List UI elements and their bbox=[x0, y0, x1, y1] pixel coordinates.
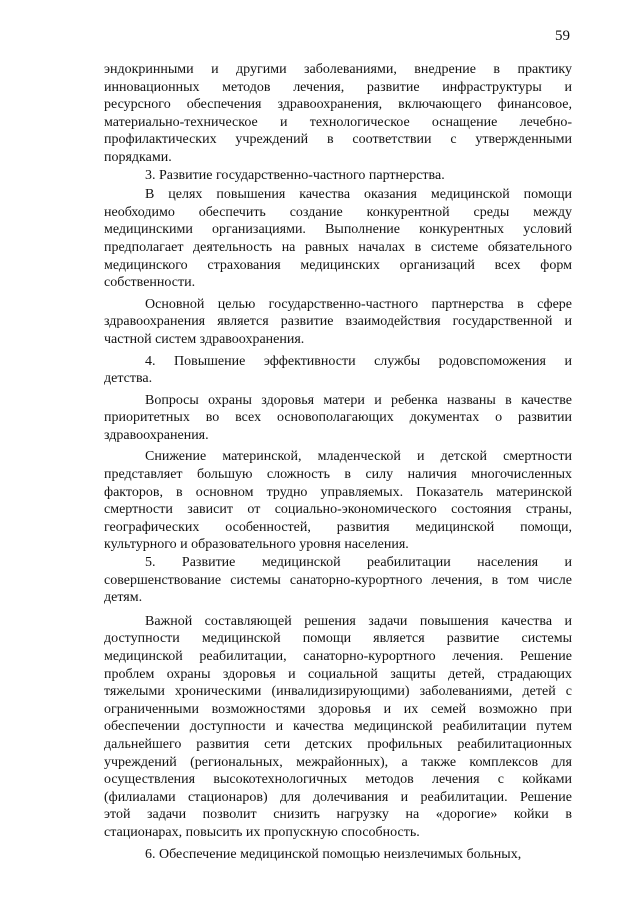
text-line: учреждений (региональных, межрайонных), а также комплексов для bbox=[104, 754, 572, 770]
text-line: 5. Развитие медицинской реабилитации населения и bbox=[145, 555, 572, 571]
text-line: 3. Развитие государственно-частного партнерства. bbox=[145, 167, 445, 183]
text-line: необходимо обеспечить создание конкурентной среды между bbox=[104, 204, 572, 220]
text-line: проблем охраны здоровья и социальной защиты детей, страдающих bbox=[104, 666, 572, 682]
text-line: материально-техническое и технологическое оснащение лечебно- bbox=[104, 114, 572, 130]
paragraph bbox=[104, 186, 572, 292]
text-line: осуществления высокотехнологичных методов лечения с койками bbox=[104, 772, 572, 788]
document-body bbox=[104, 61, 572, 863]
text-line: смертности зависит от социально-экономического состояния страны, bbox=[104, 502, 572, 518]
text-line: Основной целью государственно-частного партнерства в сфере bbox=[145, 296, 572, 312]
text-line: порядками. bbox=[104, 149, 172, 165]
text-line: детям. bbox=[104, 590, 143, 606]
paragraph bbox=[104, 613, 572, 842]
text-line: 4. Повышение эффективности службы родовспоможения и bbox=[145, 353, 572, 369]
text-line: обеспечении доступности и качества медицинской реабилитации путем bbox=[104, 719, 572, 735]
text-line: предполагает деятельность на равных началах в системе обязательного bbox=[104, 239, 572, 255]
text-line: стационарах, повысить их пропускную способность. bbox=[104, 824, 420, 840]
text-line: 6. Обеспечение медицинской помощью неизлечимых больных, bbox=[145, 846, 522, 862]
text-line: Вопросы охраны здоровья матери и ребенка названы в качестве bbox=[145, 392, 572, 408]
text-line: факторов, в основном трудно управляемых. Показатель материнской bbox=[104, 484, 572, 500]
paragraph bbox=[104, 846, 572, 864]
text-line: Снижение материнской, младенческой и детской смертности bbox=[145, 449, 572, 465]
text-line: этой задачи позволит снизить нагрузку на «дорогие» койки в bbox=[104, 807, 572, 823]
text-line: доступности медицинской помощи является развитие системы bbox=[104, 631, 572, 647]
text-line: здравоохранения. bbox=[104, 427, 209, 443]
paragraph bbox=[104, 448, 572, 554]
text-line: детства. bbox=[104, 371, 153, 387]
text-line: дальнейшего развития сети детских профильных реабилитационных bbox=[104, 736, 572, 752]
text-line: медицинского страхования медицинских организаций всех форм bbox=[104, 257, 572, 273]
text-line: тяжелыми хроническими (инвалидизирующими) заболеваниями, детей с bbox=[104, 684, 572, 700]
text-line: профилактических учреждений в соответствии с утвержденными bbox=[104, 132, 572, 148]
text-line: географических особенностей, развития медицинской помощи, bbox=[104, 519, 572, 535]
text-line: частной систем здравоохранения. bbox=[104, 331, 305, 347]
paragraph bbox=[104, 554, 572, 607]
text-line: медицинской реабилитации, санаторно-курортного лечения. Решение bbox=[104, 649, 572, 664]
text-line: ограниченными возможностями здоровья и их семей возможно при bbox=[104, 701, 572, 717]
text-line: (филиалами стационаров) для долечивания и реабилитации. Решение bbox=[104, 789, 572, 805]
text-line: приоритетных во всех основополагающих документах о развитии bbox=[104, 410, 572, 426]
text-line: здравоохранения является развитие взаимодействия государственной и bbox=[104, 314, 572, 330]
text-line: В целях повышения качества оказания медицинской помощи bbox=[145, 187, 572, 203]
text-line: ресурсного обеспечения здравоохранения, включающего финансовое, bbox=[104, 97, 572, 113]
page-number: 59 bbox=[555, 28, 570, 44]
text-line: совершенствование системы санаторно-курортного лечения, в том числе bbox=[104, 572, 572, 588]
text-line: Важной составляющей решения задачи повышения качества и bbox=[145, 613, 572, 629]
paragraph bbox=[104, 167, 572, 185]
text-line: культурного и образовательного уровня населения. bbox=[104, 537, 409, 553]
paragraph bbox=[104, 296, 572, 349]
text-line: инновационных методов лечения, развитие инфраструктуры и bbox=[104, 79, 572, 95]
paragraph bbox=[104, 353, 572, 388]
paragraph bbox=[104, 392, 572, 445]
text-line: представляет большую сложность в силу наличия многочисленных bbox=[104, 467, 572, 483]
text-line: медицинскими организациями. Выполнение конкурентных условий bbox=[104, 222, 572, 238]
text-line: собственности. bbox=[104, 275, 196, 291]
paragraph bbox=[104, 61, 572, 167]
text-line: эндокринными и другими заболеваниями, внедрение в практику bbox=[104, 62, 572, 77]
